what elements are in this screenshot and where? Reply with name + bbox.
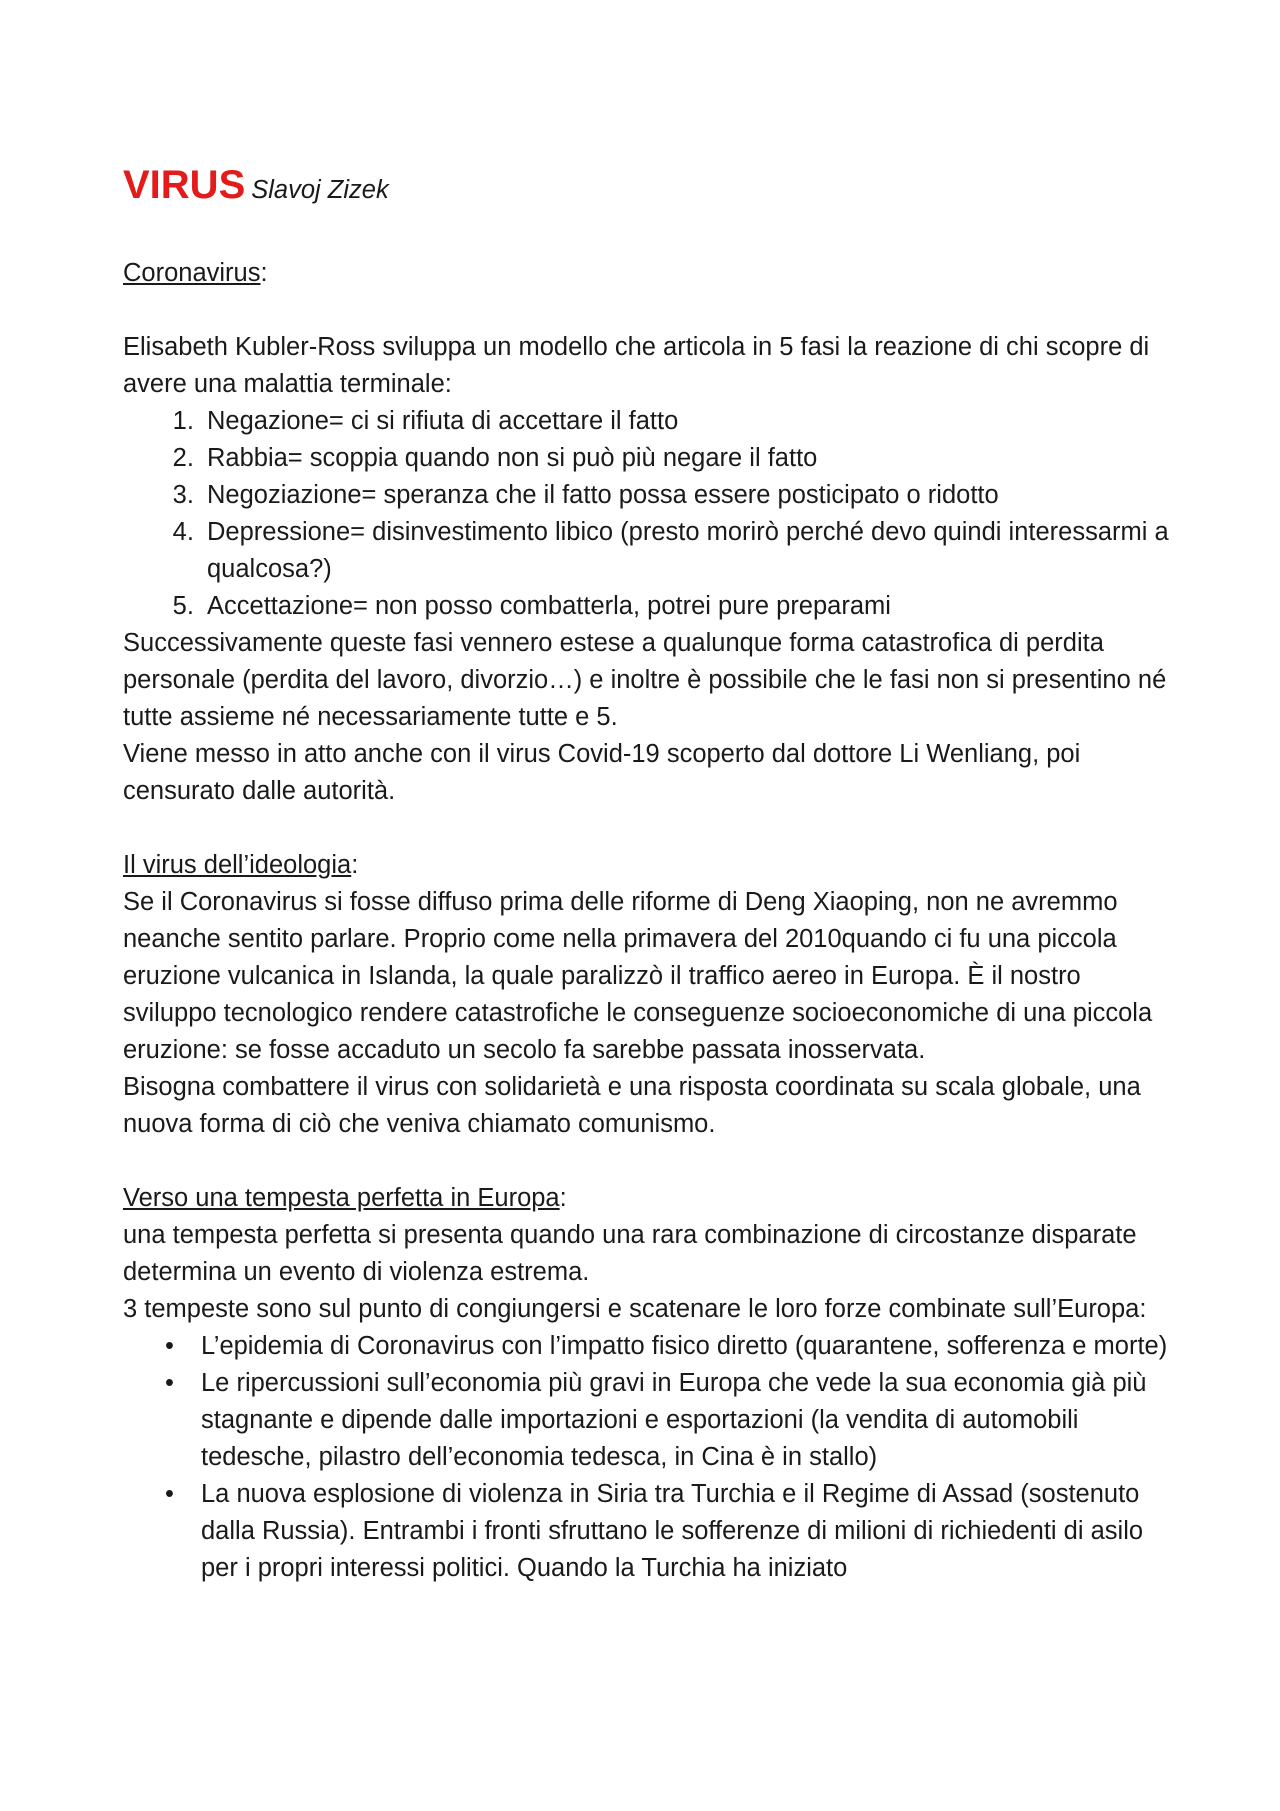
document-page [123,160,1173,1587]
bullet-icon: • [165,1332,174,1360]
document-title: VIRUS [123,163,246,207]
phases-list [123,403,1173,625]
list-item: 2. Rabbia= scoppia quando non si può più negare il fatto [201,440,1173,477]
list-item: • La nuova esplosione di violenza in Siria tra Turchia e il Regime di Assad (sostenuto dalla Russia). Entrambi i fronti sfruttano le sofferenze di milioni di richiedenti di asilo per i propri interessi politici. Quando la Turchia ha iniziato [201,1476,1173,1587]
list-item: • Le ripercussioni sull’economia più gravi in Europa che vede la sua economia già più stagnante e dipende dalle importazioni e esportazioni (la vendita di automobili tedesche, pilastro dell’economia tedesca, in Cina è in stallo) [201,1365,1173,1476]
list-item: • L’epidemia di Coronavirus con l’impatto fisico diretto (quarantene, sofferenza e morte) [201,1328,1173,1365]
storms-list [123,1328,1173,1587]
list-item: 5. Accettazione= non posso combatterla, potrei pure preparami [201,588,1173,625]
document-author: Slavoj Zizek [251,176,389,204]
coronavirus-intro: Elisabeth Kubler-Ross sviluppa un modello che articola in 5 fasi la reazione di chi scopre di avere una malattia terminale: [123,333,1150,398]
tempesta-paragraph-1: una tempesta perfetta si presenta quando una rara combinazione di circostanze disparate determina un evento di violenza estrema. [123,1221,1137,1286]
coronavirus-paragraph-1: Successivamente queste fasi vennero estese a qualunque forma catastrofica di perdita personale (perdita del lavoro, divorzio…) e inoltre è possibile che le fasi non si presentino né tutte assieme né necessariamente tutte e 5. [123,629,1167,731]
spacer [123,1143,1173,1180]
list-item: 1. Negazione= ci si rifiuta di accettare il fatto [201,403,1173,440]
section-heading-coronavirus: Coronavirus: [123,259,268,287]
list-item: 3. Negoziazione= speranza che il fatto possa essere posticipato o ridotto [201,477,1173,514]
section-heading-tempesta: Verso una tempesta perfetta in Europa: [123,1184,567,1212]
title-line [123,160,1173,215]
bullet-icon: • [165,1369,174,1397]
ideologia-paragraph-2: Bisogna combattere il virus con solidarietà e una risposta coordinata su scala globale, una nuova forma di ciò che veniva chiamato comunismo. [123,1073,1141,1138]
list-item: 4. Depressione= disinvestimento libico (presto morirò perché devo quindi interessarmi a qualcosa?) [201,514,1173,588]
spacer [123,810,1173,847]
ideologia-paragraph-1: Se il Coronavirus si fosse diffuso prima delle riforme di Deng Xiaoping, non ne avremmo neanche sentito parlare. Proprio come nella primavera del 2010quando ci fu una piccola eruzione vulcanica in Islanda, la quale paralizzò il traffico aereo in Europa. È il nostro sviluppo tecnologico rendere catastrofiche le conseguenze socioeconomiche di una piccola eruzione: se fosse accaduto un secolo fa sarebbe passata inosservata. [123,888,1153,1064]
coronavirus-paragraph-2: Viene messo in atto anche con il virus Covid-19 scoperto dal dottore Li Wenliang, poi censurato dalle autorità. [123,740,1081,805]
section-heading-ideologia: Il virus dell’ideologia: [123,851,359,879]
tempesta-paragraph-2: 3 tempeste sono sul punto di congiungersi e scatenare le loro forze combinate sull’Europa: [123,1295,1147,1323]
spacer [123,292,1173,329]
bullet-icon: • [165,1480,174,1508]
